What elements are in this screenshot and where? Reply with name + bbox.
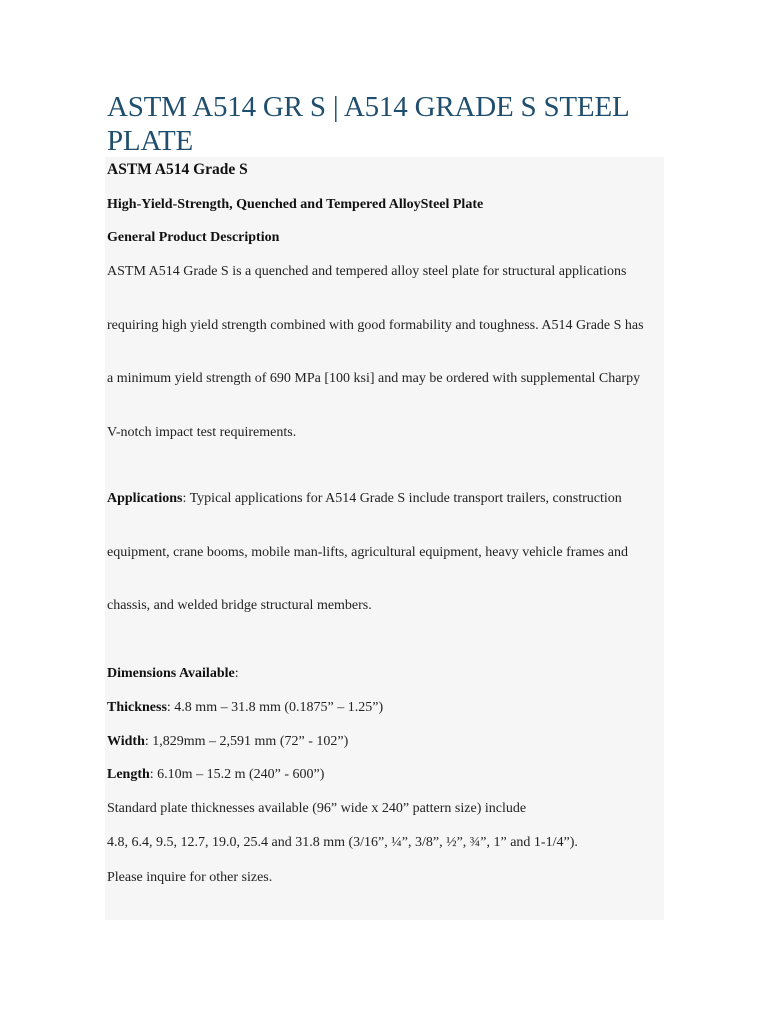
length-value: : 6.10m – 15.2 m (240” - 600”) xyxy=(149,767,325,782)
description-paragraph-4: V-notch impact test requirements. xyxy=(107,425,297,440)
description-paragraph-3: a minimum yield strength of 690 MPa [100 ksi] and may be ordered with supplemental Charpy xyxy=(107,371,641,386)
description-paragraph-1: ASTM A514 Grade S is a quenched and tempered alloy steel plate for structural applications xyxy=(107,264,627,279)
applications-text-1: : Typical applications for A514 Grade S include transport trailers, construction xyxy=(182,491,622,506)
width-value: : 1,829mm – 2,591 mm (72” - 102”) xyxy=(144,734,349,749)
thickness-value: : 4.8 mm – 31.8 mm (0.1875” – 1.25”) xyxy=(166,700,384,715)
applications-paragraph-1 xyxy=(107,489,661,509)
section-label-description: General Product Description xyxy=(107,230,280,245)
dimensions-label-colon: : xyxy=(234,666,239,681)
width-label: Width xyxy=(107,734,145,749)
applications-paragraph-2: equipment, crane booms, mobile man-lifts, agricultural equipment, heavy vehicle frames and xyxy=(107,545,628,560)
description-paragraph-2: requiring high yield strength combined with good formability and toughness. A514 Grade S has xyxy=(107,318,644,333)
applications-label: Applications xyxy=(107,491,183,506)
product-heading: ASTM A514 Grade S xyxy=(107,161,248,178)
thickness-label: Thickness xyxy=(107,700,167,715)
inquire-line: Please inquire for other sizes. xyxy=(107,870,273,885)
length-label: Length xyxy=(107,767,150,782)
width-line xyxy=(107,732,661,752)
dimensions-label: Dimensions Available xyxy=(107,666,235,681)
dimensions-heading xyxy=(107,664,661,684)
thickness-line xyxy=(107,698,661,718)
applications-paragraph-3: chassis, and welded bridge structural members. xyxy=(107,598,372,613)
page-title: ASTM A514 GR S | A514 GRADE S STEEL PLATE xyxy=(107,91,629,157)
product-subheading: High-Yield-Strength, Quenched and Tempered AlloySteel Plate xyxy=(107,197,484,212)
standard-sizes-line-1: Standard plate thicknesses available (96” wide x 240” pattern size) include xyxy=(107,801,527,816)
length-line xyxy=(107,765,661,785)
standard-sizes-line-2: 4.8, 6.4, 9.5, 12.7, 19.0, 25.4 and 31.8 mm (3/16”, ¼”, 3/8”, ½”, ¾”, 1” and 1-1/4”). xyxy=(107,835,578,850)
